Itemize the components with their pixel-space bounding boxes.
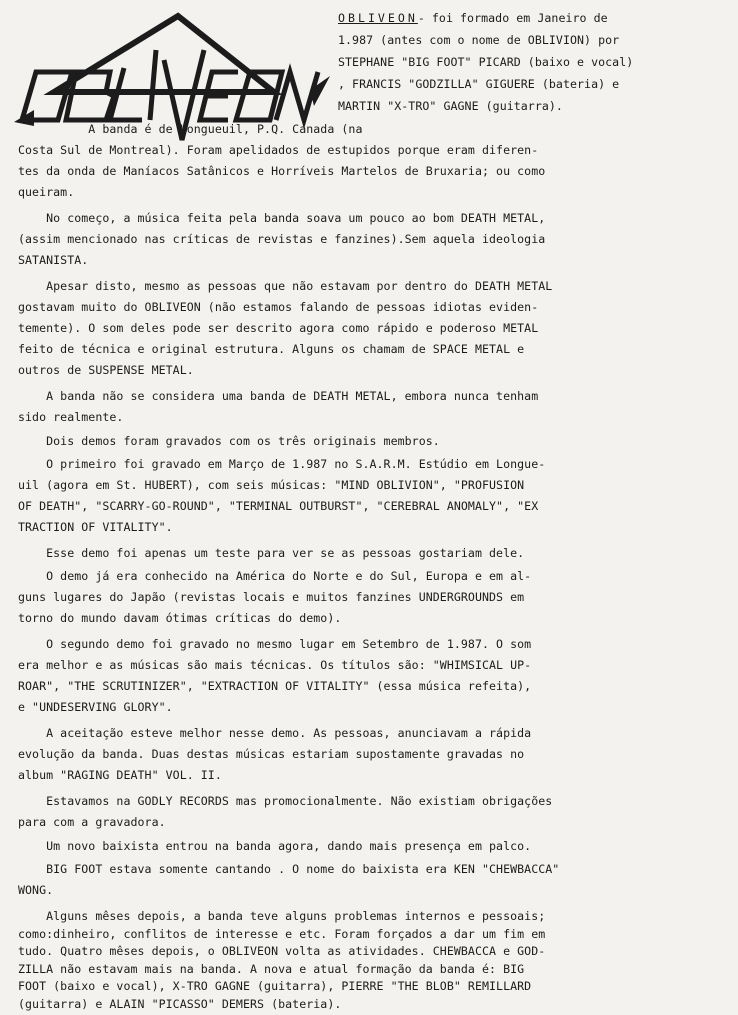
body-line: A banda não se considera uma banda de DEATH METAL, embora nunca tenham (18, 389, 539, 403)
body-line: Apesar disto, mesmo as pessoas que não estavam por dentro do DEATH METAL (18, 279, 553, 293)
body-line: A banda é de Longueuil, P.Q. Canada (na (18, 122, 363, 136)
intro-line-1 (338, 10, 608, 26)
body-line: OF DEATH", "SCARRY-GO-ROUND", "TERMINAL OUTBURST", "CEREBRAL ANOMALY", "EX (18, 499, 539, 513)
body-line: e "UNDESERVING GLORY". (18, 700, 173, 714)
body-line: tudo. Quatro mêses depois, o OBLIVEON volta as atividades. CHEWBACCA e GOD- (18, 944, 546, 958)
body-line: (guitarra) e ALAIN "PICASSO" DEMERS (bateria). (18, 996, 342, 1011)
body-line: TRACTION OF VITALITY". (18, 520, 173, 534)
body-line: era melhor e as músicas são mais técnicas. Os títulos são: "WHIMSICAL UP- (18, 658, 532, 672)
body-line: evolução da banda. Duas destas músicas estariam supostamente gravadas no (18, 747, 525, 761)
body-line: feito de técnica e original estrutura. Alguns os chamam de SPACE METAL e (18, 342, 525, 356)
body-line: outros de SUSPENSE METAL. (18, 363, 194, 377)
logo-text: OBLIVEON (14, 10, 19, 11)
body-line: Dois demos foram gravados com os três originais membros. (18, 434, 440, 448)
intro-line: MARTIN "X-TRO" GAGNE (guitarra). (338, 99, 563, 113)
body-line: Costa Sul de Montreal). Foram apelidados de estupidos porque eram diferen- (18, 143, 539, 157)
body-line: A aceitação esteve melhor nesse demo. As pessoas, anunciavam a rápida (18, 726, 532, 740)
body-line: torno do mundo davam ótimas críticas do demo). (18, 611, 342, 625)
intro-line: STEPHANE "BIG FOOT" PICARD (baixo e vocal) (338, 55, 634, 69)
body-line: O demo já era conhecido na América do Norte e do Sul, Europa e em al- (18, 569, 532, 583)
body-line: gostavam muito do OBLIVEON (não estamos falando de pessoas idiotas eviden- (18, 300, 539, 314)
body-line: O primeiro foi gravado em Março de 1.987 no S.A.R.M. Estúdio em Longue- (18, 457, 546, 471)
body-line: Esse demo foi apenas um teste para ver se as pessoas gostariam dele. (18, 546, 525, 560)
body-line: No começo, a música feita pela banda soava um pouco ao bom DEATH METAL, (18, 211, 546, 225)
intro-line: , FRANCIS "GODZILLA" GIGUERE (bateria) e (338, 77, 620, 91)
body-line: uil (agora em St. HUBERT), com seis músicas: "MIND OBLIVION", "PROFUSION (18, 478, 525, 492)
body-line: Estavamos na GODLY RECORDS mas promocionalmente. Não existiam obrigações (18, 794, 553, 808)
body-line: (assim mencionado nas críticas de revistas e fanzines).Sem aquela ideologia (18, 232, 546, 246)
body-line: para com a gravadora. (18, 815, 166, 829)
intro-line: 1.987 (antes com o nome de OBLIVION) por (338, 33, 620, 47)
body-line: Um novo baixista entrou na banda agora, dando mais presença em palco. (18, 839, 532, 853)
body-line: Alguns mêses depois, a banda teve alguns problemas internos e pessoais; (18, 909, 546, 923)
body-line: album "RAGING DEATH" VOL. II. (18, 768, 222, 782)
intro-line-1-rest: - foi formado em Janeiro de (417, 11, 608, 25)
body-line: ZILLA não estavam mais na banda. A nova e atual formação da banda é: BIG (18, 961, 525, 976)
body-line: O segundo demo foi gravado no mesmo lugar em Setembro de 1.987. O som (18, 637, 532, 651)
body-line: guns lugares do Japão (revistas locais e muitos fanzines UNDERGROUNDS em (18, 590, 525, 604)
body-line: SATANISTA. (18, 253, 89, 267)
body-line: sido realmente. (18, 410, 124, 424)
body-line: queiram. (18, 185, 75, 199)
body-line: tes da onda de Maníacos Satânicos e Horríveis Martelos de Bruxaria; ou como (18, 164, 546, 178)
body-line: FOOT (baixo e vocal), X-TRO GAGNE (guitarra), PIERRE "THE BLOB" REMILLARD (18, 979, 532, 993)
body-line: ROAR", "THE SCRUTINIZER", "EXTRACTION OF VITALITY" (essa música refeita), (18, 679, 532, 693)
body-line: BIG FOOT estava somente cantando . O nome do baixista era KEN "CHEWBACCA" (18, 862, 560, 876)
band-name: OBLIVEON (338, 11, 418, 25)
body-line: WONG. (18, 883, 54, 897)
body-line: temente). O som deles pode ser descrito agora como rápido e poderoso METAL (18, 321, 539, 335)
body-line: como:dinheiro, conflitos de interesse e etc. Foram forçados a dar um fim em (18, 926, 546, 941)
